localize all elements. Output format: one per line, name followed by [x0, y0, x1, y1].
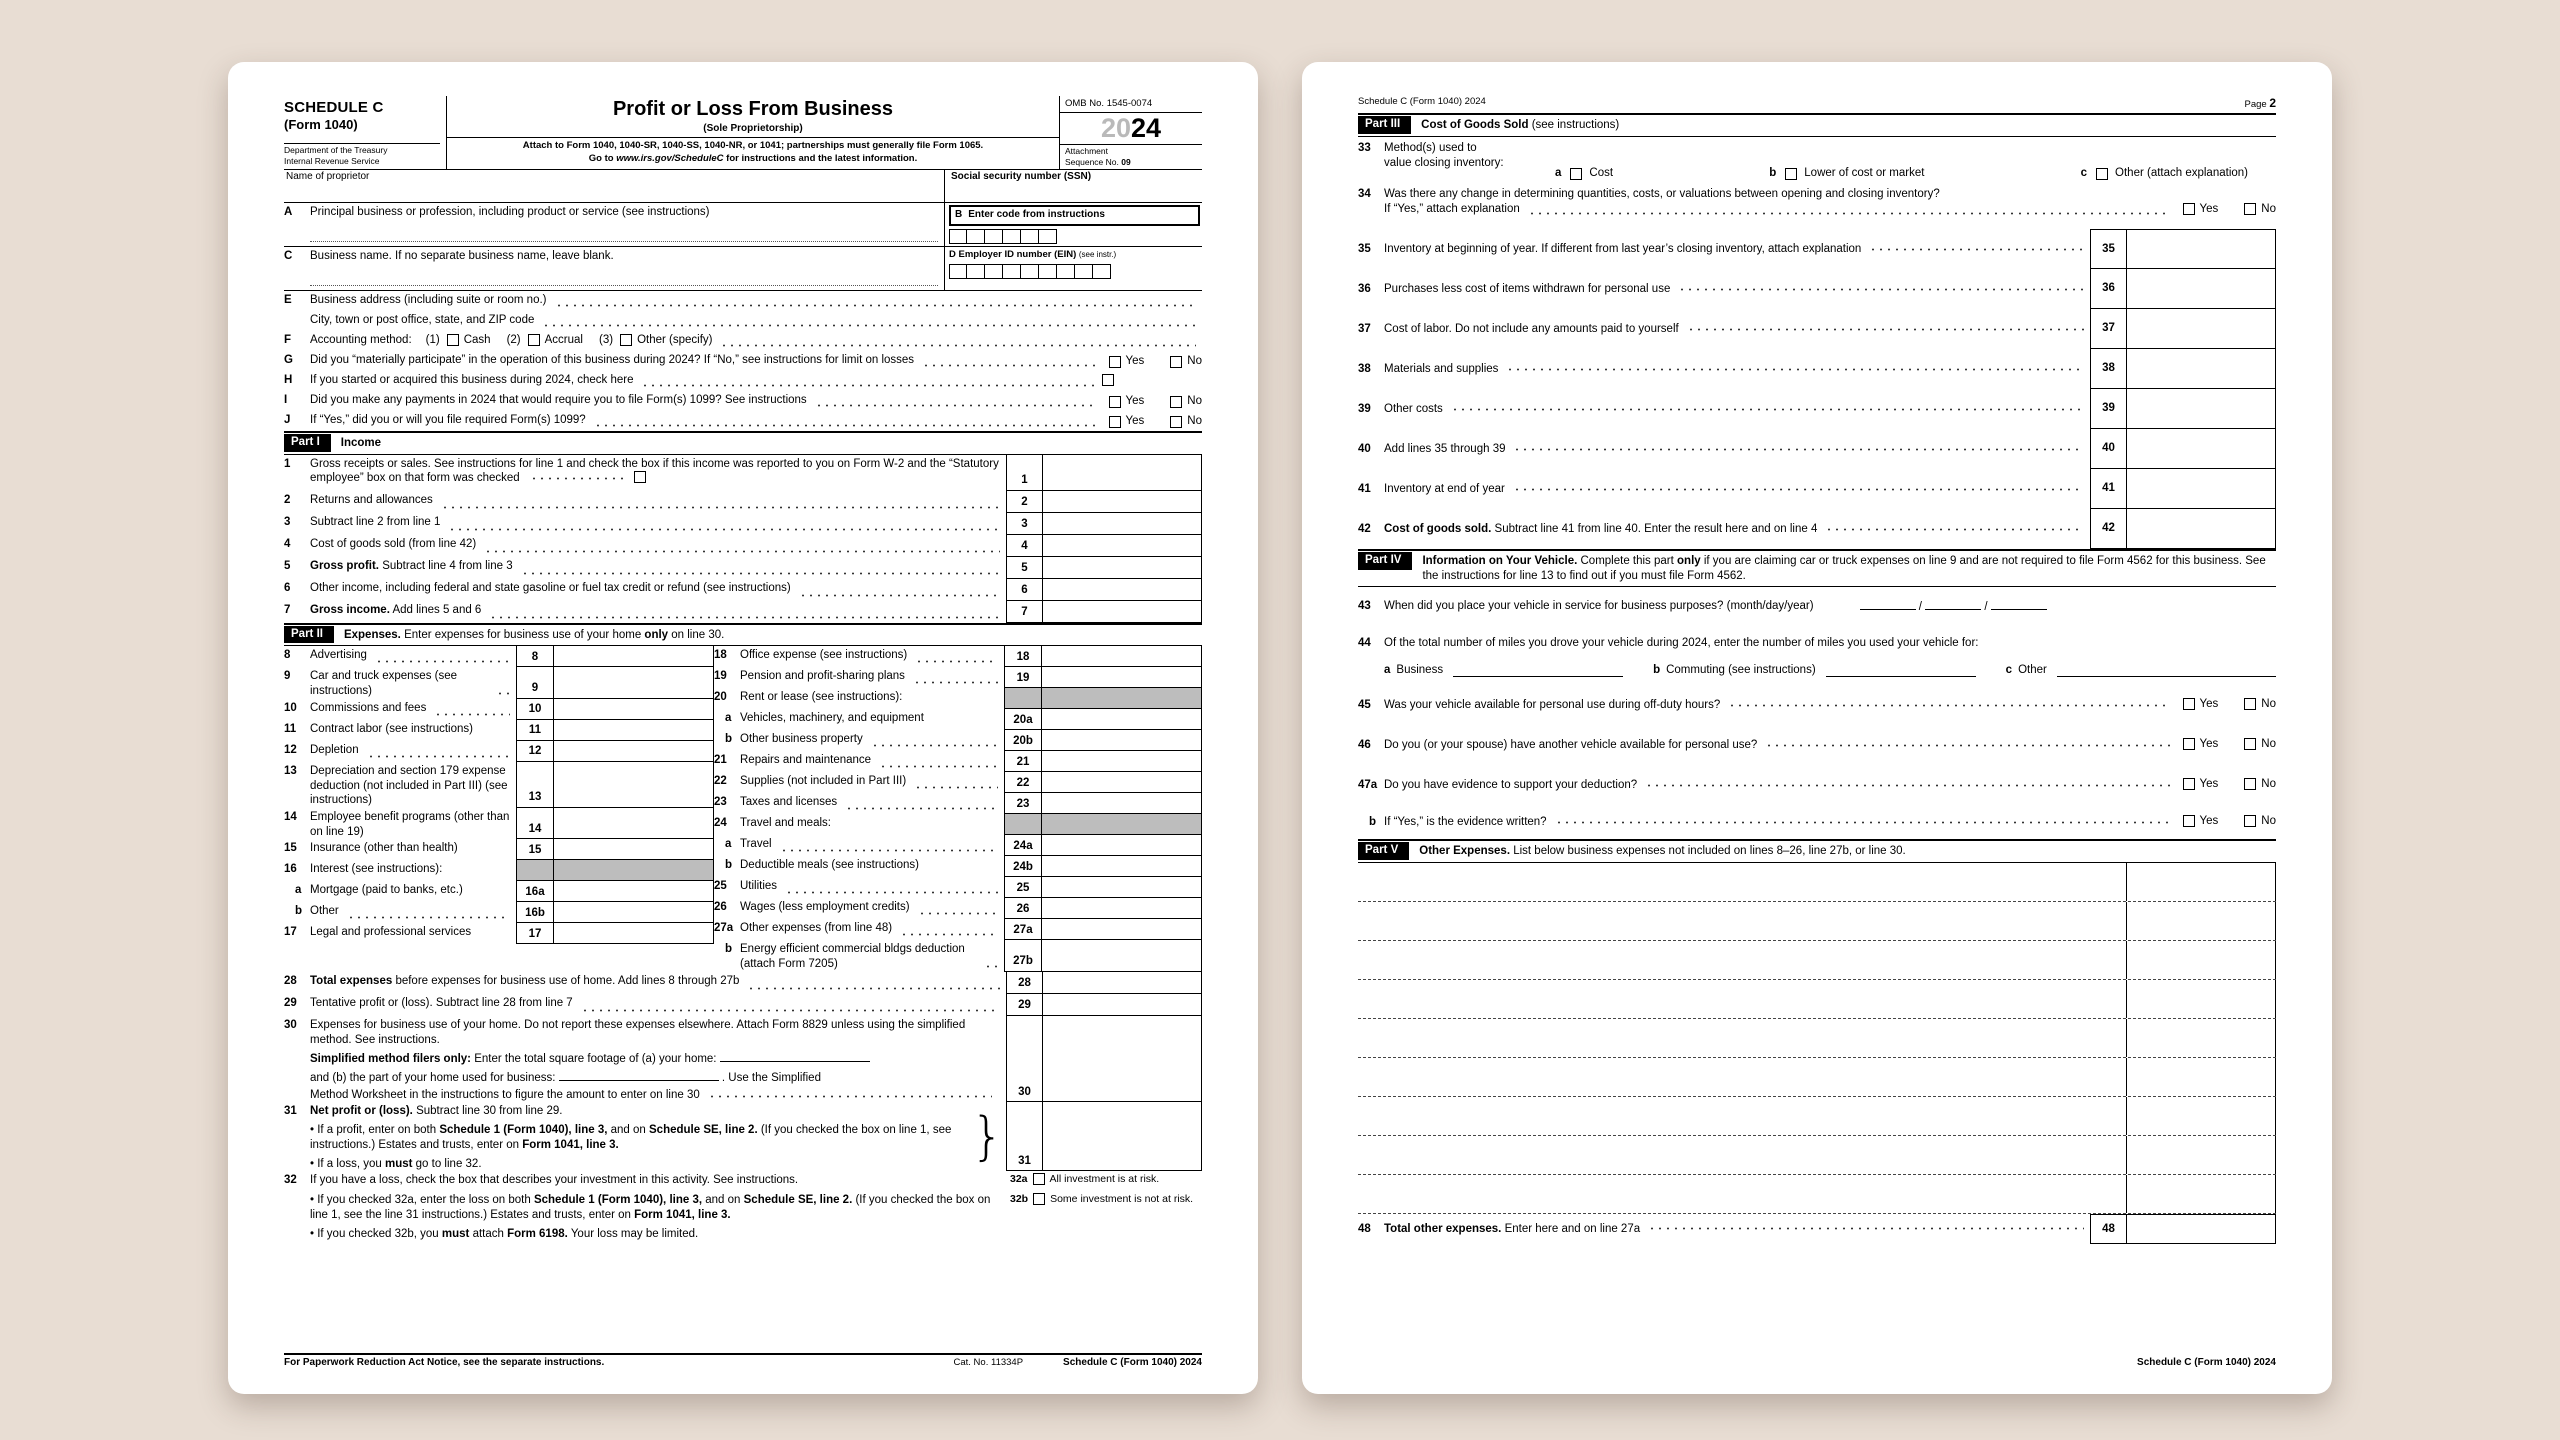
expense-line-20a: a Vehicles, machinery, and equipment 20a — [714, 709, 1202, 730]
line-3-label: Subtract line 2 from line 1 — [310, 515, 441, 528]
attachment-sequence: Attachment Sequence No. 09 — [1065, 146, 1131, 168]
expense-description-blank[interactable] — [1358, 1175, 2126, 1213]
schedule-c-page-1 — [228, 62, 1258, 1394]
line-19-amount[interactable] — [1042, 667, 1202, 688]
page-number: Page 2 — [2244, 96, 2276, 110]
expense-line-23: 23 Taxes and licenses 23 — [714, 793, 1202, 814]
part-5-title: Other Expenses. List below business expenses not included on lines 8–26, line 27b, or line 30. — [1419, 845, 1906, 858]
department-label: Department of the Treasury Internal Revenue Service — [284, 143, 440, 167]
expense-line-19: 19 Pension and profit-sharing plans 19 — [714, 667, 1202, 688]
line-45-yes-checkbox[interactable] — [2183, 698, 2195, 710]
line-I-question: Did you make any payments in 2024 that would require you to file Form(s) 1099? See instructions — [310, 393, 807, 406]
line-E: E Business address (including suite or room no.) City, town or post office, state, and ZIP code — [284, 291, 1202, 331]
line-A-B — [284, 203, 1202, 247]
line-37-amount[interactable] — [2126, 309, 2276, 349]
line-J: J If “Yes,” did you or will you file required Form(s) 1099? Yes No — [284, 411, 1202, 431]
other-method-checkbox[interactable] — [620, 334, 632, 346]
other-expense-row — [1358, 941, 2276, 980]
line-I-yes-checkbox[interactable] — [1109, 396, 1121, 408]
catalog-number: Cat. No. 11334P — [953, 1357, 1024, 1369]
expense-line-27b: b Energy efficient commercial bldgs deduction (attach Form 7205) 27b — [714, 940, 1202, 971]
line-E-label: Business address (including suite or room no.) — [310, 293, 547, 306]
line-35-amount[interactable] — [2126, 229, 2276, 269]
accounting-method-label: Accounting method: — [310, 333, 412, 346]
expense-line-13: 13 Depreciation and section 179 expense deduction (not included in Part III) (see instructions) 13 — [284, 762, 714, 808]
income-line-6: 6 Other income, including federal and state gasoline or fuel tax credit or refund (see instructions) 6 — [284, 579, 1202, 601]
expense-line-12: 12 Depletion 12 — [284, 741, 714, 762]
line-I: I Did you make any payments in 2024 that would require you to file Form(s) 1099? See instructions Yes No — [284, 391, 1202, 411]
part-3-tag: Part III — [1358, 116, 1411, 134]
dotted-leader — [922, 364, 1096, 367]
line-16b-amount[interactable] — [554, 902, 714, 923]
line-40-label: Add lines 35 through 39 — [1384, 442, 1506, 455]
line-45: 45 Was your vehicle available for personal use during off-duty hours? Yes No — [1358, 697, 2276, 711]
line-G: G Did you “materially participate” in the operation of this business during 2024? If “No,” see instructions for limit on losses Yes No — [284, 351, 1202, 371]
expense-description-blank[interactable] — [1358, 1058, 2126, 1096]
form-title: Profit or Loss From Business — [612, 98, 894, 120]
expense-description-blank[interactable] — [1358, 1097, 2126, 1135]
expense-line-25: 25 Utilities 25 — [714, 877, 1202, 898]
line-14-amount[interactable] — [554, 808, 714, 839]
part-4-title: Information on Your Vehicle. Complete this part only if you are claiming car or truck expenses on line 9 and are not required to file Form 4562 for this business. See the instructions for line 13 to find out if you must file Form 4562. — [1422, 555, 2266, 582]
line-30-label: Expenses for business use of your home. Do not report these expenses elsewhere. Attach Form 8829 unless using the simplified method. See instructions. — [310, 1018, 966, 1046]
expense-description-blank[interactable] — [1358, 980, 2126, 1018]
line-32a-checkbox[interactable] — [1033, 1173, 1045, 1185]
line-39-label: Other costs — [1384, 402, 1443, 415]
ssn-field[interactable]: Social security number (SSN) — [944, 170, 1202, 202]
line-30-amount[interactable] — [1042, 1016, 1202, 1103]
line-46: 46 Do you (or your spouse) have another vehicle available for personal use? Yes No — [1358, 737, 2276, 751]
page-2-footer: Schedule C (Form 1040) 2024 — [2137, 1357, 2276, 1369]
other-expense-row — [1358, 902, 2276, 941]
line-10-amount[interactable] — [554, 699, 714, 720]
other-expense-row — [1358, 1097, 2276, 1136]
line-36: 36 Purchases less cost of items withdrawn for personal use 36 — [1358, 269, 2276, 309]
tax-year: 2024 — [1060, 113, 1202, 145]
line-29: 29 Tentative profit or (loss). Subtract line 28 from line 7 29 — [284, 994, 1202, 1016]
business-miles-blank[interactable] — [1453, 665, 1623, 677]
line-39-amount[interactable] — [2126, 389, 2276, 429]
line-28: 28 Total expenses before expenses for business use of home. Add lines 8 through 27b 28 — [284, 972, 1202, 994]
part-5-tag: Part V — [1358, 842, 1409, 860]
expense-line-24a: a Travel 24a — [714, 835, 1202, 856]
form-header — [284, 96, 1202, 170]
divider — [447, 137, 1059, 138]
line-H: H If you started or acquired this business during 2024, check here — [284, 371, 1202, 391]
part-4-header — [1358, 549, 2276, 586]
expense-line-24: 24 Travel and meals: — [714, 814, 1202, 835]
line-47a-question: Do you have evidence to support your deduction? — [1384, 778, 1638, 791]
expense-description-blank[interactable] — [1358, 1136, 2126, 1174]
expense-amount-blank[interactable] — [2126, 1097, 2276, 1135]
dotted-leader — [448, 528, 1000, 531]
line-41: 41 Inventory at end of year 41 — [1358, 469, 2276, 509]
line-A-label: Principal business or profession, including product or service (see instructions) — [310, 205, 710, 218]
line-8-amount[interactable] — [554, 646, 714, 667]
name-of-proprietor-field[interactable]: Name of proprietor — [286, 170, 370, 182]
line-31-amount[interactable] — [1042, 1102, 1202, 1171]
expense-line-16b: b Other 16b — [284, 902, 714, 923]
dotted-leader — [815, 404, 1097, 407]
statutory-employee-checkbox[interactable] — [634, 471, 646, 483]
expenses-grid — [284, 646, 1202, 971]
line-A: A Principal business or profession, including product or service (see instructions) — [284, 203, 944, 223]
line-6-number-box: 6 — [1006, 579, 1042, 601]
form-id-header: Schedule C (Form 1040) 2024 — [1358, 96, 1486, 107]
expense-line-16a: a Mortgage (paid to banks, etc.) 16a — [284, 881, 714, 902]
dotted-leader — [594, 424, 1097, 427]
line-31-bullet-profit: • If a profit, enter on both Schedule 1 (Form 1040), line 3, and on Schedule SE, line 2. (If you checked the box on line 1, see instructions.) Estates and trusts, enter on Form 1041, line 3. — [310, 1124, 952, 1151]
line-23-amount[interactable] — [1042, 793, 1202, 814]
expense-line-15: 15 Insurance (other than health) 15 — [284, 839, 714, 860]
dotted-leader[interactable] — [555, 304, 1196, 307]
line-32-label: If you have a loss, check the box that describes your investment in this activity. See instructions. — [310, 1174, 799, 1187]
expense-line-9: 9 Car and truck expenses (see instructions) 9 — [284, 667, 714, 698]
line-3-number-box: 3 — [1006, 513, 1042, 535]
line-18-amount[interactable] — [1042, 646, 1202, 667]
expense-line-27a: 27a Other expenses (from line 48) 27a — [714, 919, 1202, 940]
accrual-checkbox[interactable] — [528, 334, 540, 346]
box-B: B Enter code from instructions — [949, 205, 1200, 226]
expense-line-21: 21 Repairs and maintenance 21 — [714, 751, 1202, 772]
line-32-bullet-b: • If you checked 32b, you must attach Form 6198. Your loss may be limited. — [310, 1228, 699, 1241]
other-expense-row — [1358, 1058, 2276, 1097]
expense-line-20b: b Other business property 20b — [714, 730, 1202, 751]
line-24a-amount[interactable] — [1042, 835, 1202, 856]
dotted-leader — [489, 616, 1000, 619]
box-D-label: Employer ID number (EIN) — [958, 248, 1077, 260]
part-1-title: Income — [340, 436, 382, 449]
line-30-simplified-label: Simplified method filers only: Enter the total square footage of (a) your home: — [310, 1053, 717, 1066]
omb-number: OMB No. 1545-0074 — [1060, 96, 1202, 113]
part-2-header — [284, 623, 1202, 647]
income-line-5: 5 Gross profit. Subtract line 4 from line 3 5 — [284, 557, 1202, 579]
line-46-no-checkbox[interactable] — [2244, 738, 2256, 750]
expense-line-26: 26 Wages (less employment credits) 26 — [714, 898, 1202, 919]
line-44-label: Of the total number of miles you drove your vehicle during 2024, enter the number of miles you used your vehicle for: — [1384, 637, 1979, 650]
goto-instruction: Go to www.irs.gov/ScheduleC for instructions and the latest information. — [588, 152, 918, 164]
form-subtitle: (Sole Proprietorship) — [703, 122, 803, 134]
expense-line-18: 18 Office expense (see instructions) 18 — [714, 646, 1202, 667]
page-2-header — [1358, 96, 2276, 115]
line-32-bullet-a: • If you checked 32a, enter the loss on both Schedule 1 (Form 1040), line 3, and on Schedule SE, line 2. (If you checked the box on line 1, see the line 31 instructions.) Estates and trusts, enter on Form 1041, line 3. — [310, 1194, 991, 1221]
line-7-label: Gross income. Add lines 5 and 6 — [310, 603, 482, 616]
line-27b-amount[interactable] — [1042, 940, 1202, 971]
other-expense-row — [1358, 1175, 2276, 1214]
line-F: F Accounting method: (1) Cash (2) Accrual (3) Other (specify) — [284, 331, 1202, 351]
expense-description-blank[interactable] — [1358, 902, 2126, 940]
line-34-question: Was there any change in determining quantities, costs, or valuations between opening and closing inventory? — [1384, 188, 1940, 201]
other-expense-row — [1358, 1136, 2276, 1175]
line-16-shaded-cell — [554, 860, 714, 881]
expense-amount-blank[interactable] — [2126, 1019, 2276, 1057]
line-C-writein[interactable] — [310, 267, 938, 286]
line-1-amount[interactable] — [1042, 455, 1202, 491]
cash-checkbox[interactable] — [447, 334, 459, 346]
business-code-boxes[interactable] — [949, 229, 1200, 244]
line-C: C Business name. If no separate business name, leave blank. — [284, 247, 944, 267]
schedule-label: SCHEDULE C — [284, 99, 384, 116]
line-26-amount[interactable] — [1042, 898, 1202, 919]
home-sqft-blank[interactable] — [720, 1050, 870, 1062]
line-36-label: Purchases less cost of items withdrawn for personal use — [1384, 282, 1671, 295]
part-5-header — [1358, 839, 2276, 863]
line-31-bullet-loss: • If a loss, you must go to line 32. — [310, 1157, 482, 1170]
line-32a-label: All investment is at risk. — [1049, 1173, 1160, 1186]
line-1-number-box: 1 — [1006, 455, 1042, 491]
line-2-amount[interactable] — [1042, 491, 1202, 513]
line-1-label: Gross receipts or sales. See instructions for line 1 and check the box if this income was reported to you on Form W-2 and the “Statutory employee” box on that form was checked — [310, 457, 999, 485]
other-miles-blank[interactable] — [2057, 665, 2276, 677]
expense-line-17: 17 Legal and professional services 17 — [284, 923, 714, 944]
proprietor-row — [284, 170, 1202, 203]
other-expense-row — [1358, 863, 2276, 902]
brace: } — [970, 1107, 1004, 1168]
expense-description-blank[interactable] — [1358, 863, 2126, 901]
vehicle-day-blank[interactable] — [1925, 598, 1981, 610]
line-45-question: Was your vehicle available for personal use during off-duty hours? — [1384, 698, 1721, 711]
line-15-amount[interactable] — [554, 839, 714, 860]
line-5-amount[interactable] — [1042, 557, 1202, 579]
line-37-label: Cost of labor. Do not include any amounts paid to yourself — [1384, 322, 1679, 335]
line-28-amount[interactable] — [1042, 972, 1202, 994]
part-3-title: Cost of Goods Sold (see instructions) — [1421, 119, 1620, 132]
line-J-question: If “Yes,” did you or will you file required Form(s) 1099? — [310, 413, 586, 426]
line-44: 44 Of the total number of miles you drove your vehicle during 2024, enter the number of miles you used your vehicle for: a Business b Commuting (see instructions) c Other — [1358, 627, 2276, 686]
dotted-leader[interactable] — [720, 344, 1196, 347]
line-37: 37 Cost of labor. Do not include any amounts paid to yourself 37 — [1358, 309, 2276, 349]
line-35: 35 Inventory at beginning of year. If different from last year’s closing inventory, attach explanation 35 — [1358, 229, 2276, 269]
line-6-amount[interactable] — [1042, 579, 1202, 601]
line-29-label: Tentative profit or (loss). Subtract line 28 from line 7 — [310, 996, 573, 1009]
line-45-no-checkbox[interactable] — [2244, 698, 2256, 710]
line-11-amount[interactable] — [554, 720, 714, 741]
line-5-number-box: 5 — [1006, 557, 1042, 579]
line-H-checkbox[interactable] — [1102, 374, 1114, 386]
line-47b: b If “Yes,” is the evidence written? Yes No — [1369, 814, 2276, 828]
line-5-label: Gross profit. Subtract line 4 from line 3 — [310, 559, 513, 572]
line-25-amount[interactable] — [1042, 877, 1202, 898]
line-22-amount[interactable] — [1042, 772, 1202, 793]
other-expense-row — [1358, 1019, 2276, 1058]
form-id-footer: Schedule C (Form 1040) 2024 — [1063, 1357, 1202, 1369]
line-13-amount[interactable] — [554, 762, 714, 808]
box-D: D Employer ID number (EIN) (see instr.) — [949, 248, 1117, 260]
part-2-tag: Part II — [284, 626, 334, 644]
line-47b-yes-checkbox[interactable] — [2183, 815, 2195, 827]
line-46-yes-checkbox[interactable] — [2183, 738, 2195, 750]
line-40-amount[interactable] — [2126, 429, 2276, 469]
vehicle-year-blank[interactable] — [1991, 598, 2047, 610]
expense-line-22: 22 Supplies (not included in Part III) 22 — [714, 772, 1202, 793]
expense-line-14: 14 Employee benefit programs (other than on line 19) 14 — [284, 808, 714, 839]
line-G-yes-checkbox[interactable] — [1109, 356, 1121, 368]
line-4-label: Cost of goods sold (from line 42) — [310, 537, 477, 550]
expense-amount-blank[interactable] — [2126, 1136, 2276, 1174]
line-16a-amount[interactable] — [554, 881, 714, 902]
line-47a: 47a Do you have evidence to support your deduction? Yes No — [1358, 777, 2276, 791]
line-47b-no-checkbox[interactable] — [2244, 815, 2256, 827]
line-47a-yes-checkbox[interactable] — [2183, 778, 2195, 790]
line-17-amount[interactable] — [554, 923, 714, 944]
part-4-tag: Part IV — [1358, 552, 1412, 570]
paperwork-notice: For Paperwork Reduction Act Notice, see the separate instructions. — [284, 1357, 605, 1369]
other-expense-row — [1358, 980, 2276, 1019]
expense-description-blank[interactable] — [1358, 1019, 2126, 1057]
line-47a-no-checkbox[interactable] — [2244, 778, 2256, 790]
vehicle-month-blank[interactable] — [1860, 598, 1916, 610]
page-1-footer — [284, 1353, 1202, 1370]
expense-amount-blank[interactable] — [2126, 980, 2276, 1018]
line-32b-label: Some investment is not at risk. — [1050, 1192, 1194, 1205]
part-2-title: Expenses. Enter expenses for business use of your home only on line 30. — [343, 628, 725, 641]
other-method-33-checkbox[interactable] — [2096, 168, 2108, 180]
cost-checkbox[interactable] — [1570, 168, 1582, 180]
commuting-miles-blank[interactable] — [1826, 665, 1976, 677]
part-3-header — [1358, 115, 2276, 137]
line-34: 34 Was there any change in determining quantities, costs, or valuations between opening and closing inventory? If “Yes,” attach explanation Yes No — [1358, 188, 2276, 215]
line-46-question: Do you (or your spouse) have another vehicle available for personal use? — [1384, 738, 1758, 751]
line-31-label: Net profit or (loss). Subtract line 30 from line 29. — [310, 1105, 563, 1118]
line-38-amount[interactable] — [2126, 349, 2276, 389]
line-A-writein[interactable] — [310, 223, 938, 242]
expense-line-8: 8 Advertising 8 — [284, 646, 714, 667]
income-line-2: 2 Returns and allowances 2 — [284, 491, 1202, 513]
dotted-leader[interactable] — [542, 324, 1196, 327]
attach-instruction: Attach to Form 1040, 1040-SR, 1040-SS, 1040-NR, or 1041; partnerships must generally file Form 1065. — [522, 140, 984, 152]
line-21-amount[interactable] — [1042, 751, 1202, 772]
line-42: 42 Cost of goods sold. Subtract line 41 from line 40. Enter the result here and on line 4 42 — [1358, 509, 2276, 549]
expense-amount-blank[interactable] — [2126, 941, 2276, 979]
line-20a-amount[interactable] — [1042, 709, 1202, 730]
form-number-label: (Form 1040) — [284, 117, 358, 133]
expense-description-blank[interactable] — [1358, 941, 2126, 979]
expense-amount-blank[interactable] — [2126, 1175, 2276, 1213]
expense-amount-blank[interactable] — [2126, 902, 2276, 940]
line-32b-checkbox[interactable] — [1033, 1193, 1045, 1205]
business-sqft-blank[interactable] — [559, 1069, 719, 1081]
line-28-label: Total expenses before expenses for business use of home. Add lines 8 through 27b — [310, 974, 740, 987]
line-4-number-box: 4 — [1006, 535, 1042, 557]
line-6-label: Other income, including federal and state gasoline or fuel tax credit or refund (see instructions) — [310, 581, 791, 594]
part-1-header — [284, 431, 1202, 455]
line-24-shaded-cell — [1042, 814, 1202, 835]
dotted-leader — [521, 572, 1000, 575]
line-33-label: Method(s) used to value closing inventory: — [1384, 142, 1504, 169]
line-E2-label: City, town or post office, state, and ZIP code — [310, 313, 535, 326]
schedule-c-page-2 — [1302, 62, 2332, 1394]
line-48: 48 Total other expenses. Enter here and on line 27a 48 — [1358, 1214, 2276, 1244]
line-20b-amount[interactable] — [1042, 730, 1202, 751]
line-48-label: Total other expenses. Enter here and on line 27a — [1384, 1222, 1641, 1235]
line-29-amount[interactable] — [1042, 994, 1202, 1016]
dotted-leader — [441, 506, 1000, 509]
lower-of-cost-checkbox[interactable] — [1785, 168, 1797, 180]
line-7-number-box: 7 — [1006, 601, 1042, 623]
line-31: 31 Net profit or (loss). Subtract line 30 from line 29. • If a profit, enter on both Schedule 1 (Form 1040), line 3, and on Schedule SE, line 2. (If you checked the box on line 1, see instructions.) Estates and trusts, enter on Form 1041, line 3. • If a loss, you must go to line 32. } 31 — [284, 1102, 1202, 1171]
line-7-amount[interactable] — [1042, 601, 1202, 623]
expense-amount-blank[interactable] — [2126, 1058, 2276, 1096]
line-H-label: If you started or acquired this business during 2024, check here — [310, 373, 634, 386]
line-C-D — [284, 247, 1202, 291]
line-32: 32 If you have a loss, check the box that describes your investment in this activity. See instructions. • If you checked 32a, enter the loss on both Schedule 1 (Form 1040), line 3, and on Schedule SE, line 2. (If you checked the box on line 1, see the line 31 instructions.) Estates and trusts, enter on Form 1041, line 3. • If you checked 32b, you must attach Form 6198. Your loss may be limited. 32a All investment is at risk. 32b Some investment is not at risk. — [284, 1173, 1194, 1241]
line-27a-amount[interactable] — [1042, 919, 1202, 940]
line-41-label: Inventory at end of year — [1384, 482, 1505, 495]
line-38-label: Materials and supplies — [1384, 362, 1499, 375]
line-48-amount[interactable] — [2126, 1214, 2276, 1244]
part-1-tag: Part I — [284, 434, 331, 452]
dotted-leader — [484, 550, 1000, 553]
line-J-no-checkbox[interactable] — [1170, 416, 1182, 428]
line-34-yes-checkbox[interactable] — [2183, 203, 2195, 215]
line-G-question: Did you “materially participate” in the operation of this business during 2024? If “No,” see instructions for limit on losses — [310, 353, 915, 366]
line-43-label: When did you place your vehicle in service for business purposes? (month/day/year) — [1384, 600, 1814, 613]
line-24b-amount[interactable] — [1042, 856, 1202, 877]
income-line-7: 7 Gross income. Add lines 5 and 6 7 — [284, 601, 1202, 623]
other-expenses-rows — [1358, 863, 2276, 1214]
line-47b-question: If “Yes,” is the evidence written? — [1384, 815, 1547, 828]
line-36-amount[interactable] — [2126, 269, 2276, 309]
expense-line-24b: b Deductible meals (see instructions) 24b — [714, 856, 1202, 877]
line-43: 43 When did you place your vehicle in service for business purposes? (month/day/year) / / — [1358, 587, 2276, 627]
line-39: 39 Other costs 39 — [1358, 389, 2276, 429]
line-I-no-checkbox[interactable] — [1170, 396, 1182, 408]
line-41-amount[interactable] — [2126, 469, 2276, 509]
line-2-label: Returns and allowances — [310, 493, 433, 506]
line-33: 33 Method(s) used to value closing inventory: a Cost b Lower of cost or market c Other (attach explanation) — [1358, 137, 2276, 183]
dotted-leader — [641, 384, 1096, 387]
line-9-amount[interactable] — [554, 667, 714, 698]
income-line-1: 1 Gross receipts or sales. See instructions for line 1 and check the box if this income was reported to you on Form W-2 and the “Statutory employee” box on that form was checked 1 — [284, 455, 1202, 491]
expense-amount-blank[interactable] — [2126, 863, 2276, 901]
expense-line-10: 10 Commissions and fees 10 — [284, 699, 714, 720]
line-35-label: Inventory at beginning of year. If different from last year’s closing inventory, attach explanation — [1384, 242, 1862, 255]
line-2-number-box: 2 — [1006, 491, 1042, 513]
line-4-amount[interactable] — [1042, 535, 1202, 557]
line-42-label: Cost of goods sold. Subtract line 41 from line 40. Enter the result here and on line 4 — [1384, 522, 1818, 535]
line-30: 30 Expenses for business use of your home. Do not report these expenses elsewhere. Attach Form 8829 unless using the simplified method. See instructions. Simplified method filers only: Enter the total square footage of (a) your home: and (b) the part of your home used for business: . Use the Simplified Method Worksheet in the instructions to figure the amount to enter on line 30 30 — [284, 1016, 1202, 1103]
line-C-label: Business name. If no separate business name, leave blank. — [310, 249, 614, 262]
expense-line-20: 20 Rent or lease (see instructions): — [714, 688, 1202, 709]
line-12-amount[interactable] — [554, 741, 714, 762]
expense-line-11: 11 Contract labor (see instructions) 11 — [284, 720, 714, 741]
line-34-no-checkbox[interactable] — [2244, 203, 2256, 215]
line-38: 38 Materials and supplies 38 — [1358, 349, 2276, 389]
income-line-4: 4 Cost of goods sold (from line 42) 4 — [284, 535, 1202, 557]
line-20-shaded-cell — [1042, 688, 1202, 709]
line-J-yes-checkbox[interactable] — [1109, 416, 1121, 428]
line-G-no-checkbox[interactable] — [1170, 356, 1182, 368]
ein-boxes[interactable] — [949, 264, 1200, 279]
box-B-label: Enter code from instructions — [968, 208, 1105, 220]
line-40: 40 Add lines 35 through 39 40 — [1358, 429, 2276, 469]
income-line-3: 3 Subtract line 2 from line 1 3 — [284, 513, 1202, 535]
expense-line-16: 16 Interest (see instructions): — [284, 860, 714, 881]
line-42-amount[interactable] — [2126, 509, 2276, 549]
dotted-leader — [799, 594, 1000, 597]
line-3-amount[interactable] — [1042, 513, 1202, 535]
dotted-leader — [530, 477, 626, 480]
